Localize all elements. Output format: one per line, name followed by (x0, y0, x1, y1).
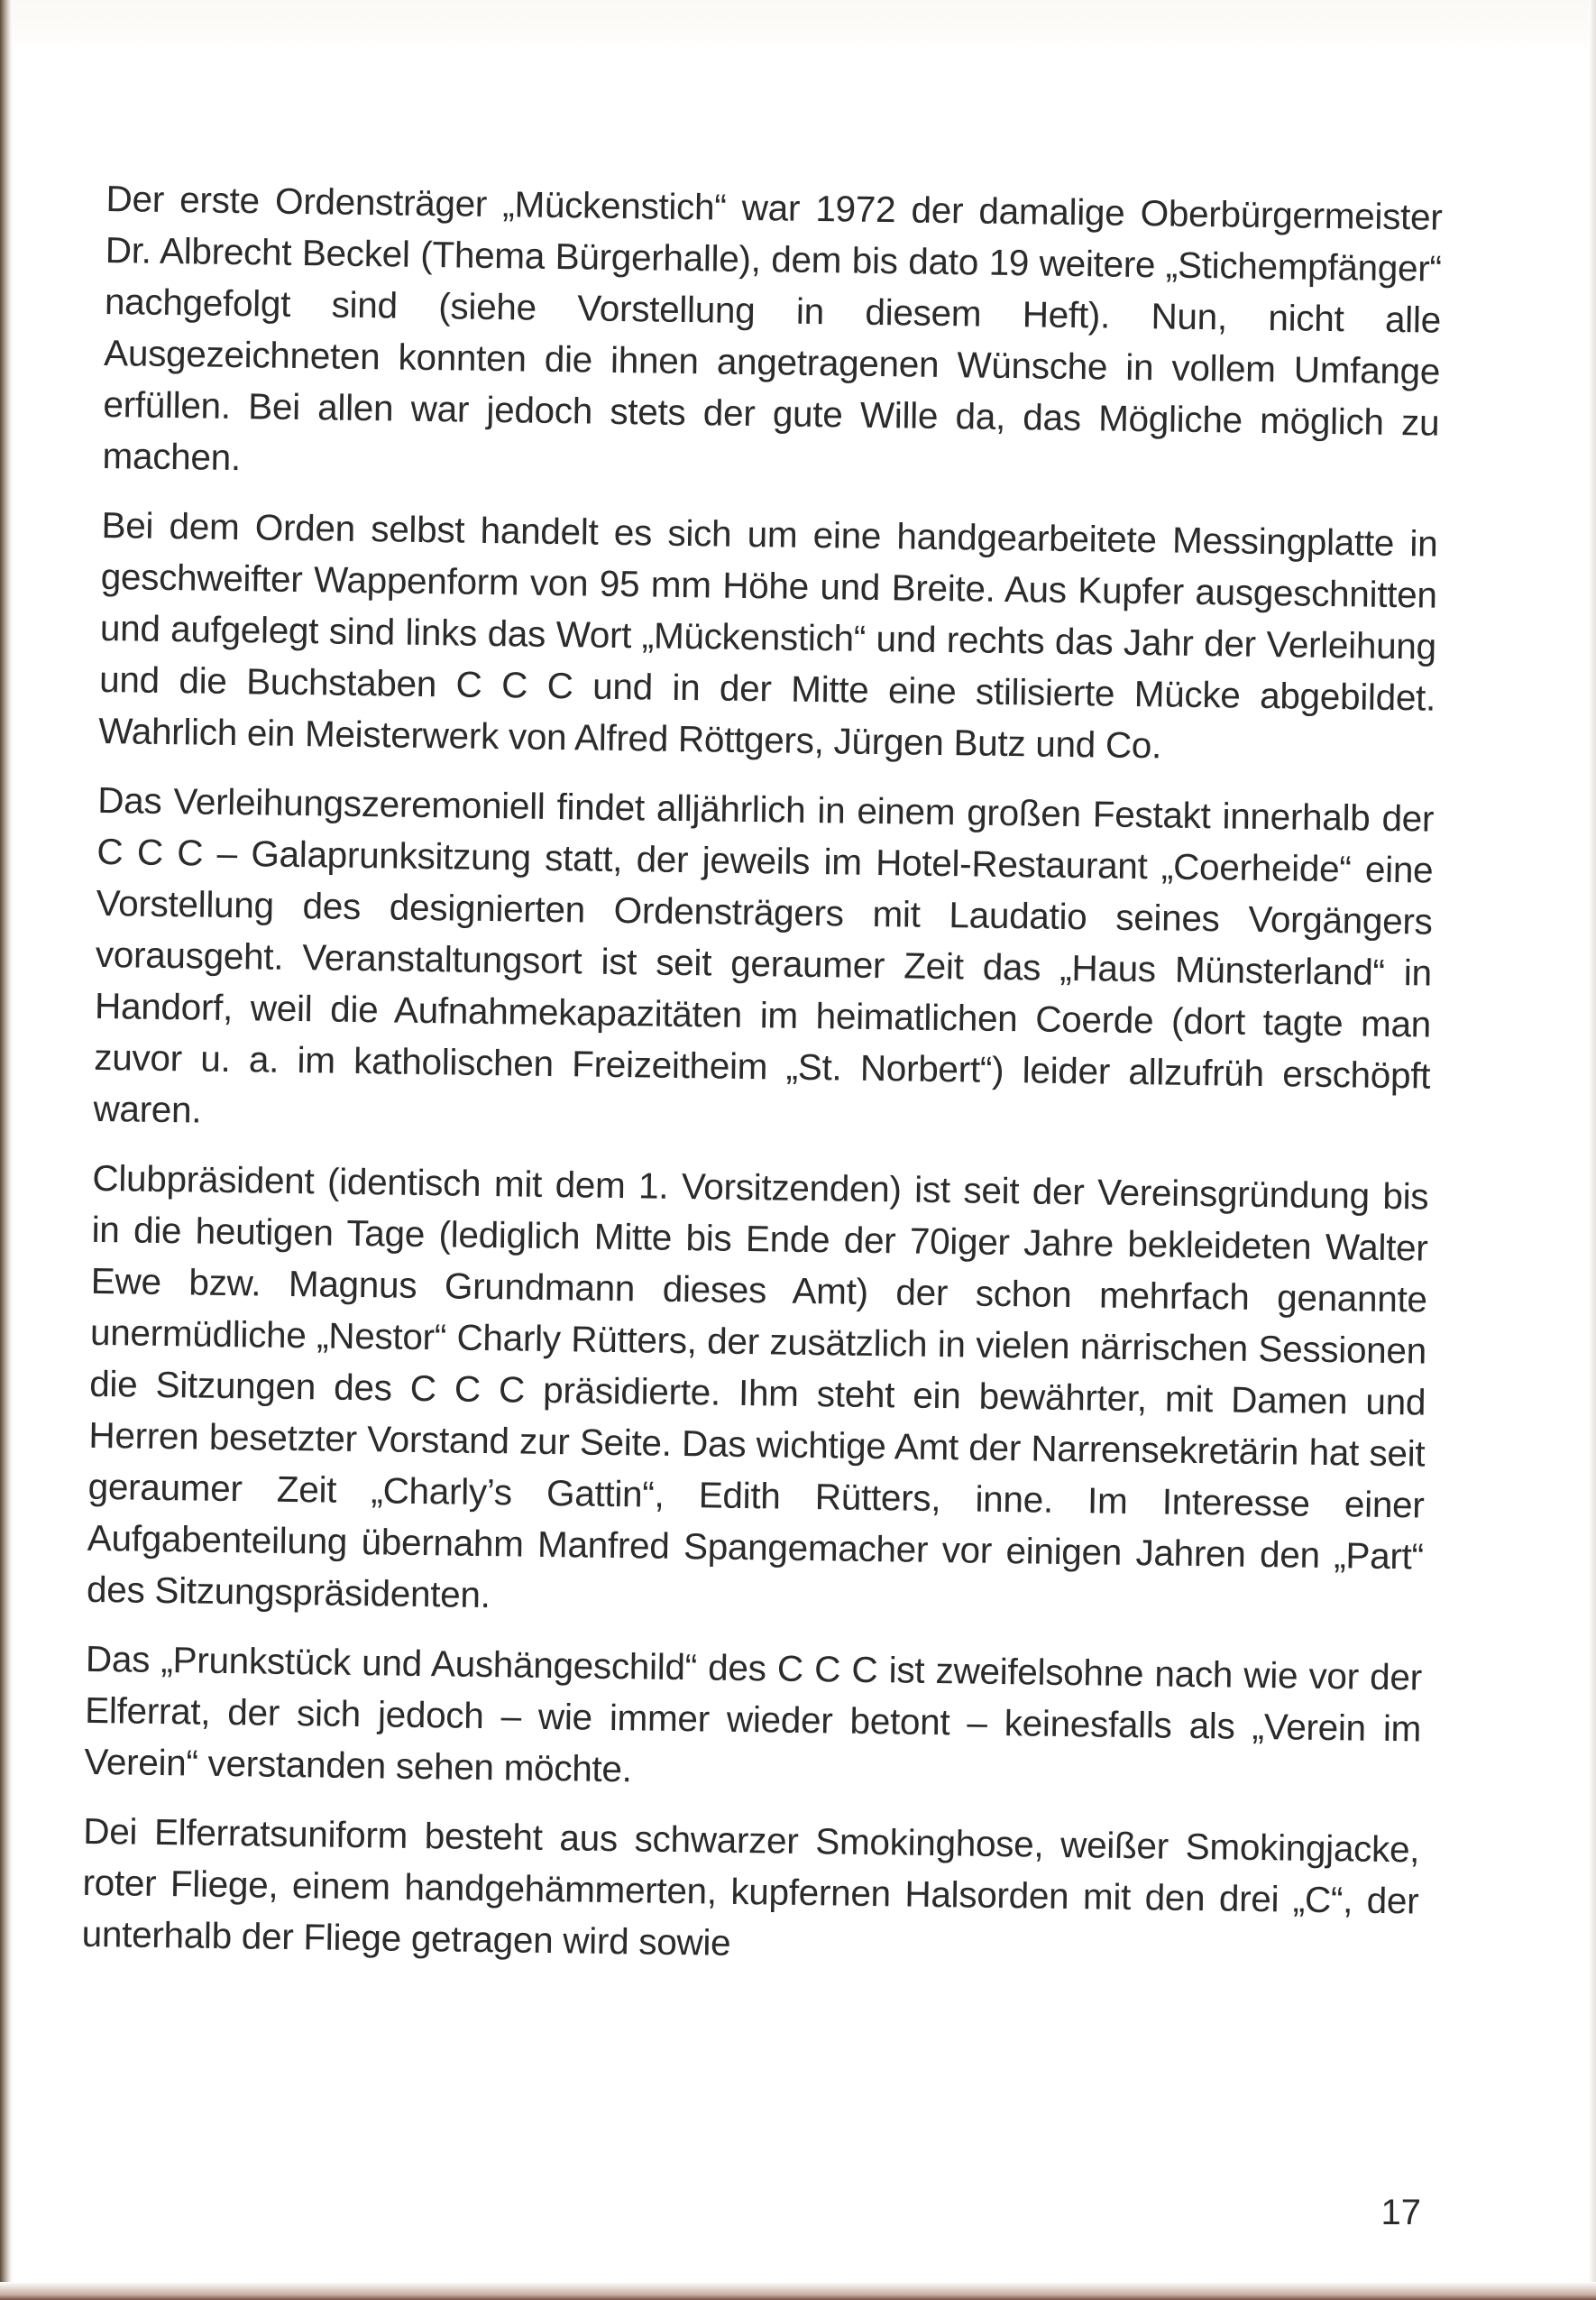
paragraph-club-president: Clubpräsident (identisch mit dem 1. Vorsitzenden) ist seit der Vereinsgründung bis in die heutigen Tage (lediglich Mitte bis Ende der 70iger Jahre bekleideten Walter Ewe bzw. Magnus Grundmann dieses Amt) der schon mehrfach genannte unermüdliche „Nestor“ Charly Rütters, der zusätzlich in vielen närrischen Sessionen die Sitzungen des C C C präsidierte. Ihm steht ein bewährter, mit Damen und Herren besetzter Vorstand zur Seite. Das wichtige Amt der Narrensekretärin hat seit geraumer Zeit „Charly’s Gattin“, Edith Rütters, inne. Im Interesse einer Aufgabenteilung übernahm Manfred Spangemacher vor einigen Jahren den „Part“ des Sitzungspräsidenten. (86, 1156, 1429, 1616)
paragraph-ceremony: Das Verleihungszeremoniell findet alljährlich in einem großen Festakt innerhalb der C C C – Galaprunksitzung statt, der jeweils im Hotel-Restaurant „Coerheide“ eine Vorstellung des designierten Ordensträgers mit Laudatio seines Vorgängers vorausgeht. Veranstaltungsort ist seit geraumer Zeit das „Haus Münsterland“ in Handorf, weil die Aufnahmekapazitäten im heimatlichen Coerde (dort tagte man zuvor u. a. im katholischen Freizeitheim „St. Norbert“) leider allzufrüh erschöpft waren. (93, 778, 1435, 1131)
paragraph-order-recipient: Der erste Ordensträger „Mückenstich“ war 1972 der damalige Oberbürgermeister Dr. Albrecht Beckel (Thema Bürgerhalle), dem bis dato 19 weitere „Stichempfänger“ nachgefolgt sind (siehe Vorstellung in diesem Heft). Nun, nicht alle Ausgezeichneten konnten die ihnen angetragenen Wünsche in vollem Umfange erfüllen. Bei allen war jedoch stets der gute Wille da, das Mögliche möglich zu machen. (102, 177, 1443, 479)
body-text (81, 173, 1443, 1996)
page-bottom-edge (0, 2282, 1596, 2300)
paragraph-elferrat: Das „Prunkstück und Aushängeschild“ des C C C ist zweifelsohne nach wie vor der Elferrat, der sich jedoch – wie immer wieder betont – keinesfalls als „Verein im Verein“ verstanden sehen möchte. (84, 1637, 1423, 1790)
page-right-edge (1589, 0, 1596, 2300)
page-top-edge (0, 0, 1596, 49)
paragraph-order-description: Bei dem Orden selbst handelt es sich um eine handgearbeitete Messingplatte in geschweifter Wappenform von 95 mm Höhe und Breite. Aus Kupfer ausgeschnitten und aufgelegt sind links das Wort „Mückenstich“ und rechts das Jahr der Verleihung und die Buchstaben C C C und in der Mitte eine stilisierte Mücke abgebildet. Wahrlich ein Meisterwerk von Alfred Röttgers, Jürgen Butz und Co. (98, 503, 1438, 767)
paragraph-uniform: Dei Elferratsuniform besteht aus schwarzer Smokinghose, weißer Smokingjacke, roter Fliege, einem handgehämmerten, kupfernen Halsorden mit den drei „C“, der unterhalb der Fliege getragen wird sowie (81, 1809, 1420, 1964)
page-left-edge (0, 0, 13, 2300)
page-number: 17 (1380, 2193, 1421, 2232)
